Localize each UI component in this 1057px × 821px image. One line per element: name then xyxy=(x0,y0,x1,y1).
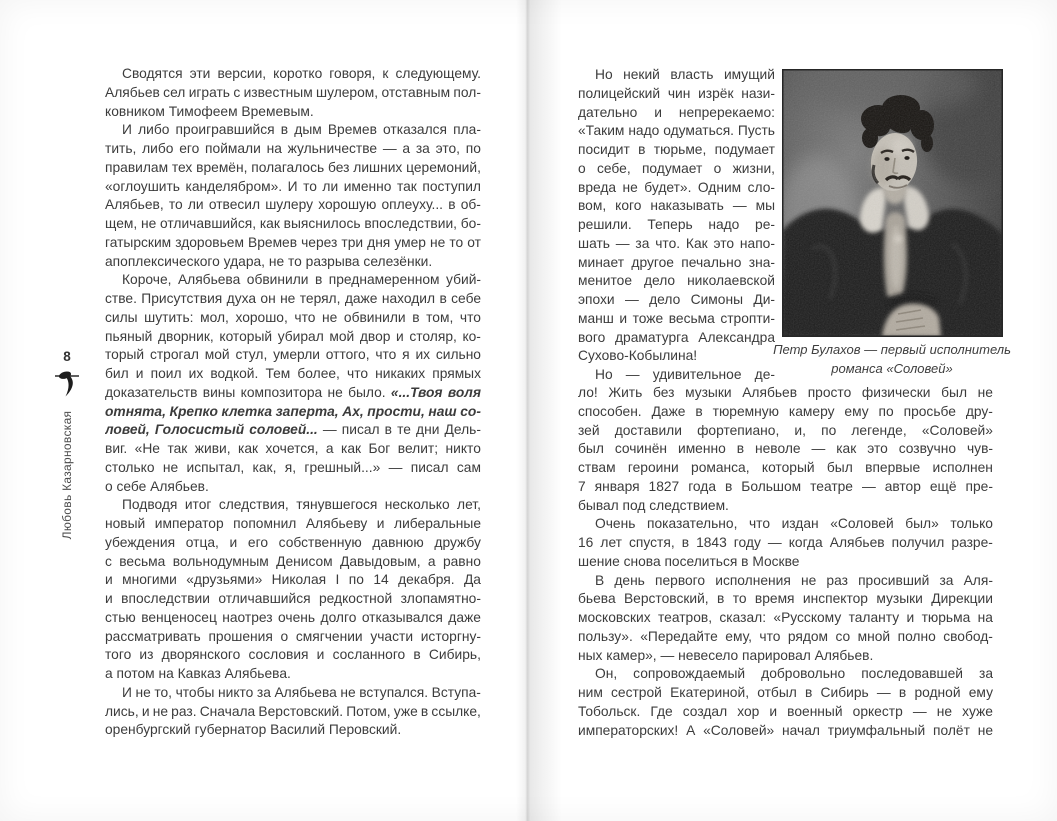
text-line: ствам героини романса, который был впервые исполнен xyxy=(578,460,993,475)
book-author-vertical-title: Любовь Казарновская xyxy=(60,410,74,540)
text-line: решили. Теперь надо ре- xyxy=(578,217,775,232)
text-line: «оглоушить канделябром». И то ли именно так поступил xyxy=(105,178,481,194)
right-page-column-text xyxy=(578,66,775,385)
text-line: И не то, чтобы никто за Алябьева не вступался. Вступа- xyxy=(122,684,481,700)
text-line: силы шутить: мол, хорошо, что не обвинили в том, что xyxy=(105,309,481,325)
text-line: Сухово-Кобылина! xyxy=(578,348,698,364)
text-line: Сводятся эти версии, коротко говоря, к следующему. xyxy=(122,66,481,81)
text-line: ним сестрой Екатериной, отбыл в Сибирь — в родной ему xyxy=(578,685,993,700)
text-line: оренбургский губернатор Василий Перовский. xyxy=(105,722,402,738)
text-line: того из дворянского сословия и сосланного в Сибирь, xyxy=(105,647,481,663)
text-line: лись, и не раз. Сначала Верстовский. Потом, уже в ссылке, xyxy=(105,703,481,719)
text-line: дательно и непререкаемо: xyxy=(578,104,775,120)
paragraph xyxy=(578,665,993,740)
text-line: Но некий власть имущий xyxy=(595,67,775,82)
text-line: новый император попомнил Алябьеву и либеральные xyxy=(105,516,481,531)
text-line: стве. Присутствия духа он не терял, даже находил в себе xyxy=(105,291,481,306)
text-line: «Таким надо одуматься. Пусть xyxy=(578,123,775,139)
paragraph xyxy=(105,65,481,121)
text-line: шение снова поселиться в Москве xyxy=(578,553,800,569)
text-line: полицейский чин изрёк нази- xyxy=(578,85,775,101)
text-line: столько не испытал, как, я, грешный...» — писал сам xyxy=(105,459,481,475)
text-line: ло! Жить без музыки Алябьев просто физически был не xyxy=(578,385,993,400)
text-line: ковником Тимофеем Времевым. xyxy=(105,103,314,119)
paragraph xyxy=(578,66,775,366)
text-line: Но — удивительное де- xyxy=(595,367,775,382)
page-number: 8 xyxy=(63,349,71,364)
paragraph xyxy=(105,684,481,740)
text-line: Тобольск. Где создал хор и военный оркестр — не хуже xyxy=(578,703,993,719)
text-line: Подводя итог следствия, тянувшегося несколько лет, xyxy=(122,497,481,513)
figure-caption xyxy=(758,341,1026,378)
text-line: гатырским здоровьем Времев через три дня умер не то от xyxy=(105,234,481,250)
text-line: торый строгал мой стул, умерли оттого, что я их сильно xyxy=(105,347,481,363)
paragraph xyxy=(578,572,993,666)
text-line: вреда не будет». Одним сло- xyxy=(578,179,775,195)
text-line: и впоследствии отличавшийся редкостной злопамятно- xyxy=(105,591,481,606)
text-line: менитое дело николаевской xyxy=(578,273,775,289)
text-line: 16 лет спустя, в 1843 году — когда Алябьев получил разре- xyxy=(578,535,993,550)
figure-caption-line-1: Петр Булахов — первый исполнитель xyxy=(773,342,1011,357)
figure-caption-line-2: романса «Соловей» xyxy=(831,360,953,376)
paragraph xyxy=(105,496,481,684)
music-note-icon xyxy=(54,368,80,400)
text-line: манш и тоже весьма стропти- xyxy=(578,310,775,326)
bulakhov-portrait xyxy=(782,69,1003,337)
text-line: доказательств вины композитора не было. «...Твоя воля xyxy=(105,384,481,400)
text-line: 7 января 1827 года в Большом театре — автор ещё пре- xyxy=(578,478,993,494)
text-line: с весьма вольнодумным Денисом Давыдовым, а равно xyxy=(105,553,481,569)
text-line: способен. Даже в тюремную камеру ему по просьбе дру- xyxy=(578,403,993,419)
text-line: ловей, Голосистый соловей... — писал в те дни Дель- xyxy=(105,422,481,438)
text-line: бьева Верстовский, в то время инспектор музыки Дирекции xyxy=(578,591,993,607)
text-line: Очень показательно, что издан «Соловей был» только xyxy=(595,516,993,532)
text-line: В день первого исполнения не раз просивший за Аля- xyxy=(595,572,993,588)
text-line: о себе Алябьев. xyxy=(105,478,209,494)
text-line: стью венценосец наотрез очень долго отказывался даже xyxy=(105,609,481,625)
text-line: бил и поил их водкой. Тем более, что никаких прямых xyxy=(105,366,481,381)
text-line: вого драматурга Александра xyxy=(578,329,775,345)
text-line: зей доставили фортепиано, и, по легенде, «Соловей» xyxy=(578,422,993,438)
paragraph xyxy=(578,384,993,515)
page-gutter xyxy=(516,0,562,821)
text-line: И либо проигравшийся в дым Времев отказался пла- xyxy=(122,122,481,138)
paragraph xyxy=(105,271,481,496)
text-line: был сочинён именно в неволе — как это созвучно чув- xyxy=(578,441,993,457)
paragraph xyxy=(578,515,993,571)
text-line: о себе, подумает о жизни, xyxy=(578,160,775,176)
text-line: убеждения отца, и его собственную давнюю дружбу xyxy=(105,534,481,550)
text-line: виг. «Не так живи, как хочется, а как Бог велит; никто xyxy=(105,441,481,456)
text-line: а потом на Кавказ Алябьева. xyxy=(105,666,291,681)
text-line: тить, либо его поймали на жульничестве — а за это, по xyxy=(105,141,481,156)
text-line: Он, сопровождаемый добровольно последовавшей за xyxy=(595,666,993,682)
text-line: Алябьев сел играть с известным шулером, отставным пол- xyxy=(105,84,481,100)
text-line: отнята, Крепко клетка заперта, Ах, прости, наш со- xyxy=(105,403,481,419)
text-line: шать — за что. Как это напо- xyxy=(578,235,775,251)
text-line: пользу». «Передайте ему, что рядом со мной полно свобод- xyxy=(578,628,993,644)
text-line: пьяный дворник, который убирал мой двор и столяр, ко- xyxy=(105,328,481,344)
left-page-text xyxy=(105,65,481,740)
paragraph xyxy=(578,366,775,385)
text-line: эпохи — дело Симоны Ди- xyxy=(578,292,775,307)
text-line: посидит в тюрьме, подумает xyxy=(578,142,775,157)
text-line: щем, не отличавшийся, как выяснилось впоследствии, бо- xyxy=(105,216,481,231)
text-line: императорских! А «Соловей» начал триумфальный полёт не xyxy=(578,722,993,738)
text-line: апоплексического удара, не то разрыва селезёнки. xyxy=(105,253,433,269)
right-page-full-text xyxy=(578,384,993,740)
text-line: правилам тех времён, полагалось без лишних церемоний, xyxy=(105,159,481,175)
paragraph xyxy=(105,121,481,271)
text-line: Алябьев, то ли отвесил шулеру хорошую оплеуху... в об- xyxy=(105,197,481,213)
text-line: минает другое печально зна- xyxy=(578,254,775,270)
text-line: бывал под следствием. xyxy=(578,497,729,513)
text-line: и многими «друзьями» Николая I по 14 декабря. Да xyxy=(105,572,481,588)
text-line: ных камер», — невесело парировал Алябьев. xyxy=(578,647,874,663)
text-line: вом, кого наказывать — мы xyxy=(578,198,775,214)
text-line: рассматривать прошения о смягчении участи исторгну- xyxy=(105,628,481,644)
text-line: Короче, Алябьева обвинили в преднамеренном убий- xyxy=(122,272,481,288)
text-line: московских театров, сказал: «Русскому таланту и тюрьма на xyxy=(578,610,993,625)
